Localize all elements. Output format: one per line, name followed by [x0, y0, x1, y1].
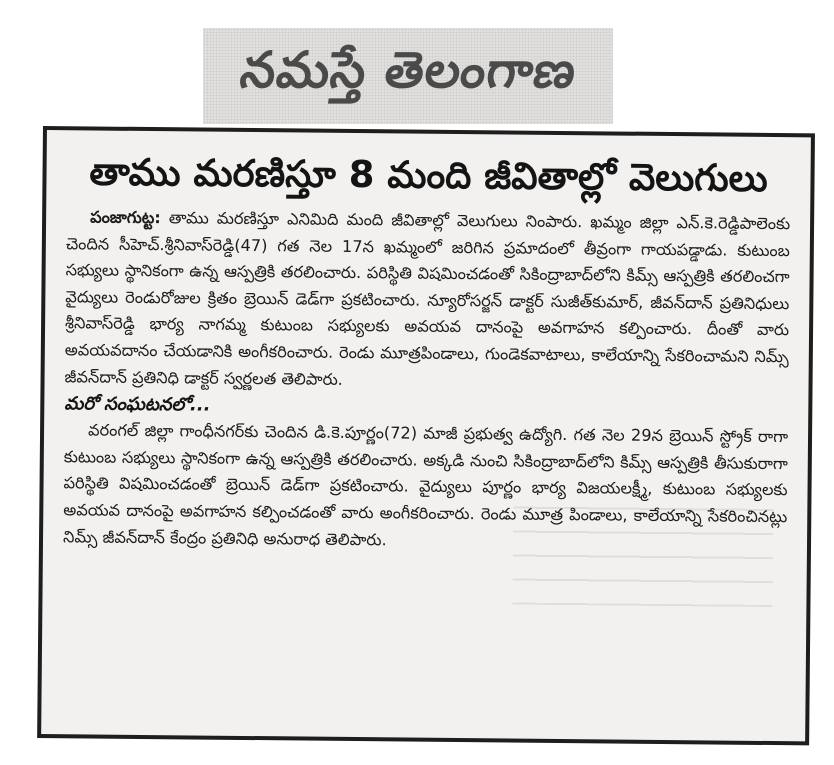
article-headline: తాము మరణిస్తూ 8 మంది జీవితాల్లో వెలుగులు — [89, 150, 768, 200]
masthead-banner — [203, 28, 613, 124]
article-body-first — [64, 204, 790, 397]
article-body-second-text: వరంగల్ జిల్లా గాంధీనగర్‌కు చెందిన డి.కె.పూర్ణం(72) మాజీ ప్రభుత్వ ఉద్యోగి. గత నెల 29న బ్రెయిన్ స్ట్రోక్ రాగా కుటుంబ సభ్యులు స్థానికంగా ఉన్న ఆస్పత్రికి తరలించారు. అక్కడి నుంచి సికింద్రాబాద్‌లోని కిమ్స్ ఆస్పత్రికి తీసుకురాగా పరిస్థితి విషమించడంతో బ్రెయిన్ డెడ్‌గా ప్రకటించారు. వైద్యులు పూర్ణం భార్య విజయలక్ష్మీ, కుటుంబ సభ్యులకు అవయవ దానంపై అవగాహన కల్పించడంతో వారు అంగీకరించారు. రెండు మూత్ర పిండాలు, కాలేయాన్ని సేకరించినట్లు నిమ్స్ జీవన్‌దాన్ కేంద్రం ప్రతినిధి అనురాధ తెలిపారు. — [62, 420, 789, 549]
article-body-first-text: తాము మరణిస్తూ ఎనిమిది మంది జీవితాల్లో వెలుగులు నింపారు. ఖమ్మం జిల్లా ఎన్.కె.రెడ్డిపాలెంకు చెందిన సీహెచ్.శ్రీనివాస్‌రెడ్డి(47) గత నెల 17న ఖమ్మంలో జరిగిన ప్రమాదంలో తీవ్రంగా గాయపడ్డాడు. కుటుంబ సభ్యులు స్థానికంగా ఉన్న ఆస్పత్రికి తరలించారు. పరిస్థితి విషమించడంతో సికింద్రాబాద్‌లోని కిమ్స్ ఆస్పత్రికి తరలించగా వైద్యులు రెండురోజుల క్రితం బ్రెయిన్ డెడ్‌గా ప్రకటించారు. న్యూరోసర్జన్ డాక్టర్ సుజీత్‌కుమార్, జీవన్‌దాన్ ప్రతినిధులు శ్రీనివాస్‌రెడ్డి భార్య నాగమ్మ కుటుంబ సభ్యులకు అవయవ దానంపై అవగాహన కల్పించారు. దీంతో వారు అవయవదానం చేయడానికి అంగీకరించారు. రెండు మూత్రపిండాలు, గుండెకవాటాలు, కాలేయాన్ని సేకరించామని నిమ్స్ జీవన్‌దాన్ ప్రతినిధి డాక్టర్ స్వర్ణలత తెలిపారు. — [64, 208, 791, 389]
article-dateline: పంజాగుట్ట: — [90, 207, 161, 228]
article-clipping — [37, 126, 815, 745]
newspaper-title: నమస్తే తెలంగాణ — [237, 40, 581, 99]
article-subheading: మరో సంఘటనలో... — [64, 393, 211, 416]
article-body-second — [63, 417, 788, 557]
